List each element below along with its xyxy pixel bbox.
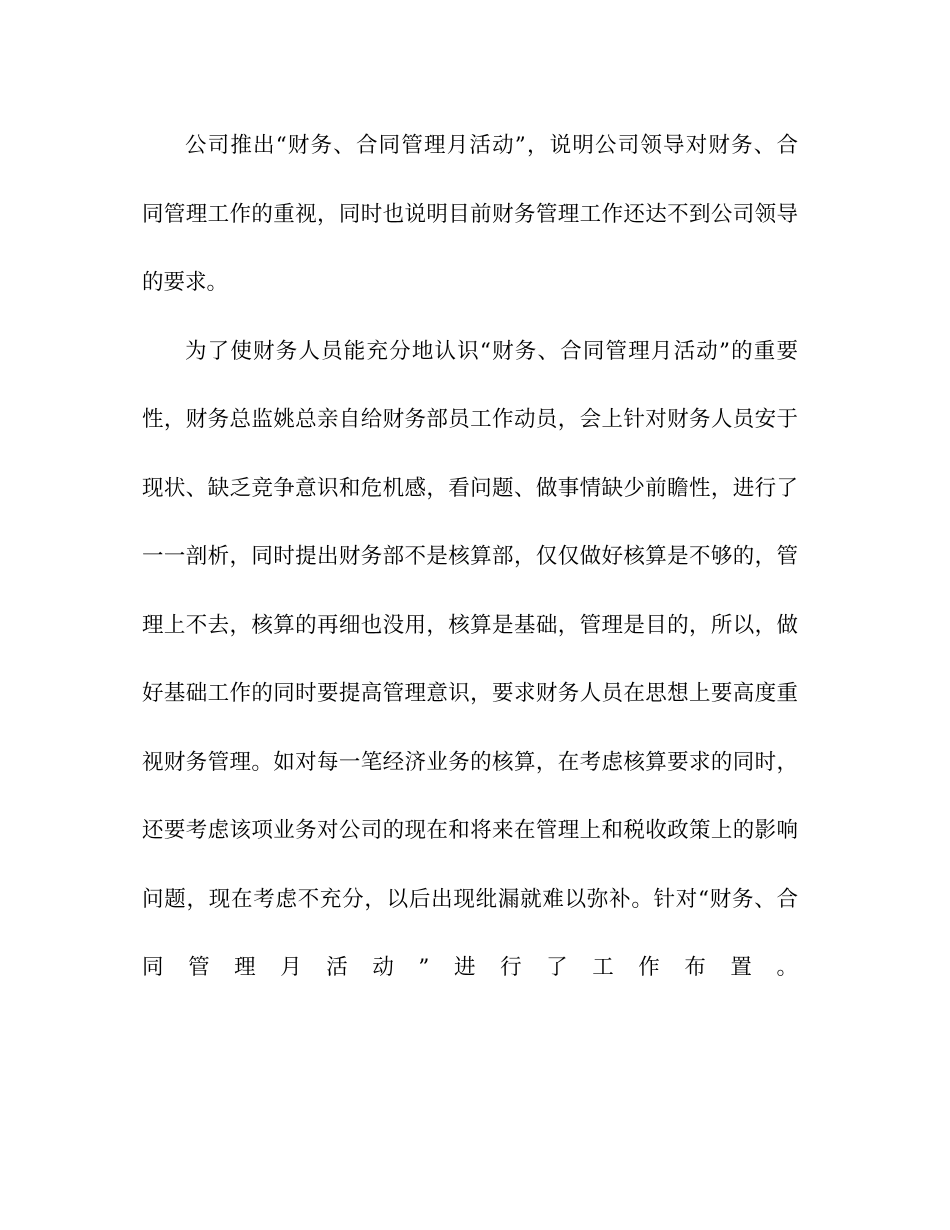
paragraph-line: 公司推出“财务、合同管理月活动”，说明公司领导对财务、合: [185, 133, 798, 158]
document-body: [142, 112, 798, 1071]
paragraph-line: 性，财务总监姚总亲自给财务部员工作动员，会上针对财务人员安于: [142, 407, 798, 432]
paragraph-line: 同管理工作的重视，同时也说明目前财务管理工作还达不到公司领导: [142, 201, 798, 227]
paragraph-line: 的要求。: [142, 270, 229, 295]
paragraph-line: 理上不去，核算的再细也没用，核算是基础，管理是目的，所以，做: [142, 612, 798, 638]
paragraph-line: [142, 1003, 798, 1072]
paragraph-line: 现状、缺乏竞争意识和危机感，看问题、做事情缺少前瞻性，进行了: [142, 475, 798, 501]
paragraph-1: [142, 112, 798, 318]
paragraph-line: 问题，现在考虑不充分，以后出现纰漏就难以弥补。针对“财务、合: [142, 886, 798, 912]
paragraph-2: [142, 318, 798, 1072]
paragraph-line: 同管理月活动”进行了工作布置。: [142, 955, 798, 980]
paragraph-line: 还要考虑该项业务对公司的现在和将来在管理上和税收政策上的影响: [142, 818, 798, 843]
paragraph-line: 为了使财务人员能充分地认识“财务、合同管理月活动”的重要: [185, 338, 798, 364]
paragraph-line: 视财务管理。如对每一笔经济业务的核算，在考虑核算要求的同时，: [142, 749, 798, 775]
paragraph-line: 一一剖析，同时提出财务部不是核算部，仅仅做好核算是不够的，管: [142, 544, 798, 569]
paragraph-line: 好基础工作的同时要提高管理意识，要求财务人员在思想上要高度重: [142, 681, 798, 706]
